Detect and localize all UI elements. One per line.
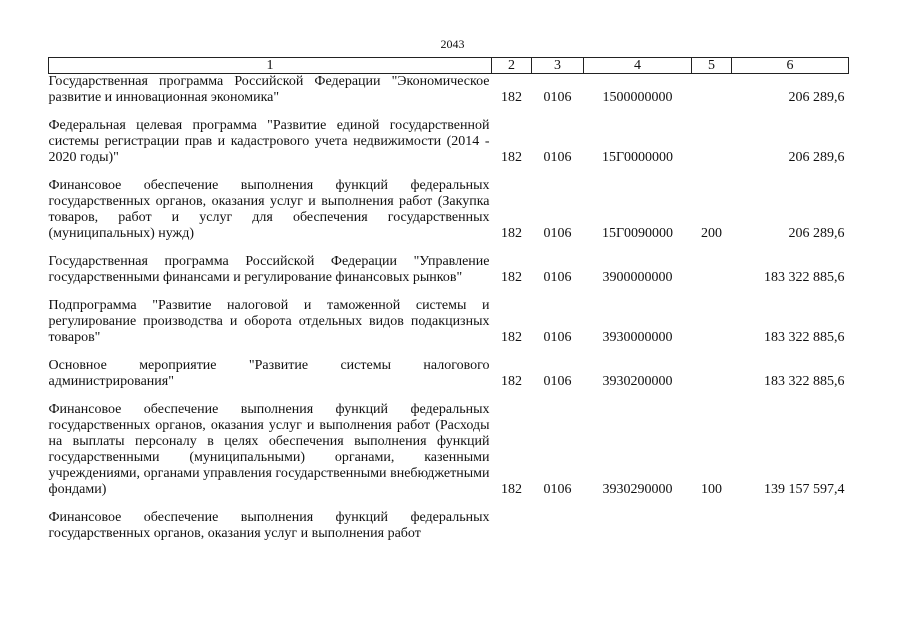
row-expense-type xyxy=(692,298,732,346)
row-name: Финансовое обеспечение выполнения функций федеральных государственных органов, оказания услуг и выполнения работ (Закупка товаров, работ и услуг для обеспечения государственных (муниципальных) нужд) xyxy=(48,178,490,241)
row-amount: 206 289,6 xyxy=(788,90,845,105)
row-name: Государственная программа Российской Федерации "Экономическое развитие и инновационная экономика" xyxy=(48,74,490,105)
row-amount: 139 157 597,4 xyxy=(764,482,845,497)
row-ministry-code xyxy=(492,510,532,542)
row-name: Подпрограмма "Развитие налоговой и таможенной системы и регулирование производства и оборота отдельных видов подакцизных товаров" xyxy=(48,298,490,345)
row-expense-type xyxy=(692,254,732,286)
row-target-code: 1500000000 xyxy=(602,90,673,105)
row-amount: 206 289,6 xyxy=(788,150,845,165)
row-expense-type xyxy=(692,510,732,542)
row-name: Основное мероприятие "Развитие системы налогового администрирования" xyxy=(48,358,490,389)
row-section-code: 0106 xyxy=(543,482,572,497)
table-row xyxy=(49,118,849,166)
table-row xyxy=(49,510,849,542)
table-row xyxy=(49,402,849,498)
row-expense-type: 200 xyxy=(701,226,722,241)
header-col-6: 6 xyxy=(732,58,849,74)
row-section-code: 0106 xyxy=(543,90,572,105)
header-col-5: 5 xyxy=(692,58,732,74)
row-section-code xyxy=(532,510,584,542)
table-row xyxy=(49,358,849,390)
row-section-code: 0106 xyxy=(543,330,572,345)
row-target-code: 3930290000 xyxy=(602,482,673,497)
row-expense-type: 100 xyxy=(701,482,722,497)
header-col-2: 2 xyxy=(492,58,532,74)
page-number: 2043 xyxy=(440,37,465,51)
row-ministry-code: 182 xyxy=(501,150,522,165)
table-row xyxy=(49,74,849,107)
row-target-code xyxy=(584,510,692,542)
row-expense-type xyxy=(692,74,732,107)
row-name: Финансовое обеспечение выполнения функций федеральных государственных органов, оказания услуг и выполнения работ xyxy=(48,510,490,541)
row-amount xyxy=(732,510,849,542)
row-expense-type xyxy=(692,358,732,390)
row-section-code: 0106 xyxy=(543,150,572,165)
row-expense-type xyxy=(692,118,732,166)
row-ministry-code: 182 xyxy=(501,270,522,285)
table-row xyxy=(49,254,849,286)
row-name: Федеральная целевая программа "Развитие единой государственной системы регистрации прав и кадастрового учета недвижимости (2014 - 2020 годы)" xyxy=(48,118,490,165)
row-ministry-code: 182 xyxy=(501,90,522,105)
row-target-code: 15Г0000000 xyxy=(601,150,674,165)
row-section-code: 0106 xyxy=(543,270,572,285)
row-section-code: 0106 xyxy=(543,226,572,241)
row-ministry-code: 182 xyxy=(501,482,522,497)
table-header-row xyxy=(49,58,849,74)
row-target-code: 3930200000 xyxy=(602,374,673,389)
row-amount: 183 322 885,6 xyxy=(764,374,845,389)
row-amount: 183 322 885,6 xyxy=(764,270,845,285)
header-col-4: 4 xyxy=(584,58,692,74)
row-target-code: 3930000000 xyxy=(602,330,673,345)
row-amount: 183 322 885,6 xyxy=(764,330,845,345)
row-name: Финансовое обеспечение выполнения функций федеральных государственных органов, оказания услуг и выполнения работ (Расходы на выплаты персоналу в целях обеспечения выполнения функций государственными (муниципальными) органами, казенными учреждениями, органами управления государственными внебюджетными фондами) xyxy=(48,402,490,497)
row-section-code: 0106 xyxy=(543,374,572,389)
table-row xyxy=(49,298,849,346)
row-target-code: 3900000000 xyxy=(602,270,673,285)
row-ministry-code: 182 xyxy=(501,330,522,345)
budget-table xyxy=(48,57,849,542)
row-ministry-code: 182 xyxy=(501,226,522,241)
header-col-1: 1 xyxy=(49,58,492,74)
row-amount: 206 289,6 xyxy=(788,226,845,241)
row-target-code: 15Г0090000 xyxy=(601,226,674,241)
row-name: Государственная программа Российской Федерации "Управление государственными финансами и регулирование финансовых рынков" xyxy=(48,254,490,285)
header-col-3: 3 xyxy=(532,58,584,74)
row-ministry-code: 182 xyxy=(501,374,522,389)
table-row xyxy=(49,178,849,242)
